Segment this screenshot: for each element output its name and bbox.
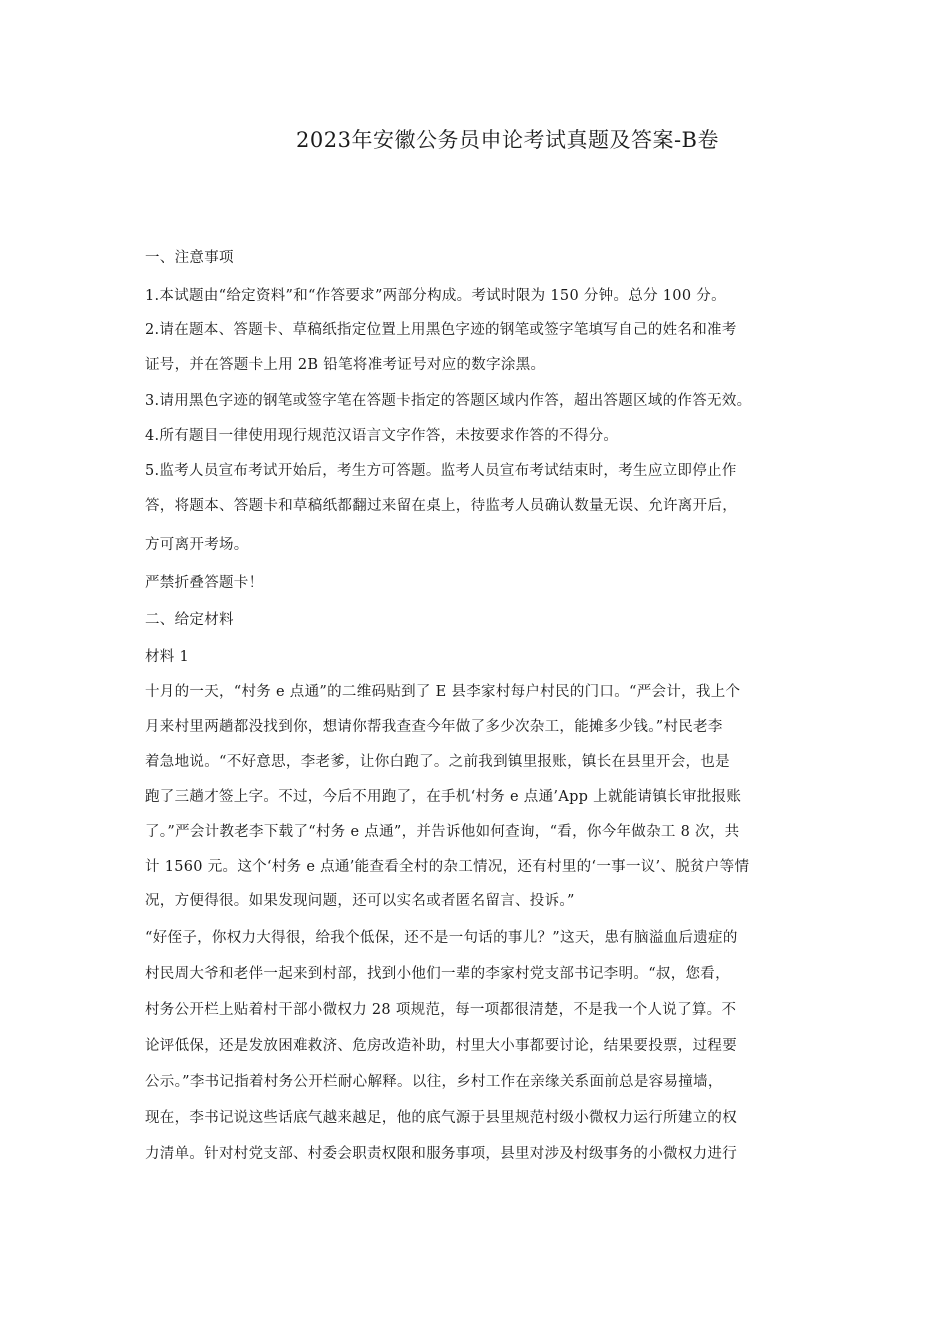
text-line: 了。”严会计教老李下载了“村务 e 点通”，并告诉他如何查询，“看，你今年做杂工 8 次，共 (145, 824, 740, 840)
material-label: 材料 1 (145, 649, 190, 665)
text-line: 村务公开栏上贴着村干部小微权力 28 项规范，每一项都很清楚，不是我一个人说了算。不 (145, 1002, 737, 1018)
text-line: 况，方便得很。如果发现问题，还可以实名或者匿名留言、投诉。” (145, 893, 575, 909)
text-line: 方可离开考场。 (145, 537, 249, 553)
text-line: 2.请在题本、答题卡、草稿纸指定位置上用黑色字迹的钢笔或签字笔填写自己的姓名和准考 (145, 322, 737, 338)
text-line: 答，将题本、答题卡和草稿纸都翻过来留在桌上，待监考人员确认数量无误、允许离开后， (145, 498, 737, 514)
text-line: 严禁折叠答题卡！ (145, 575, 264, 591)
text-line: 公示。”李书记指着村务公开栏耐心解释。以往，乡村工作在亲缘关系面前总是容易撞墙， (145, 1074, 723, 1090)
section-heading-notes: 一、注意事项 (145, 250, 234, 266)
text-line: 现在，李书记说这些话底气越来越足，他的底气源于县里规范村级小微权力运行所建立的权 (145, 1110, 737, 1126)
text-line: 着急地说。“不好意思，李老爹，让你白跑了。之前我到镇里报账，镇长在县里开会，也是 (145, 754, 730, 770)
text-line: 跑了三趟才签上字。不过，今后不用跑了，在手机‘村务 e 点通’App 上就能请镇长审批报账 (145, 789, 742, 805)
text-line: 力清单。针对村党支部、村委会职责权限和服务事项，县里对涉及村级事务的小微权力进行 (145, 1146, 737, 1162)
text-line: 村民周大爷和老伴一起来到村部，找到小他们一辈的李家村党支部书记李明。“叔，您看， (145, 966, 730, 982)
text-line: 4.所有题目一律使用现行规范汉语言文字作答，未按要求作答的不得分。 (145, 428, 619, 444)
text-line: 计 1560 元。这个‘村务 e 点通’能查看全村的杂工情况，还有村里的‘一事一议’、脱贫户等情 (145, 859, 750, 875)
document-title: 2023年安徽公务员申论考试真题及答案-B卷 (296, 128, 719, 152)
text-line: 论评低保，还是发放困难救济、危房改造补助，村里大小事都要讨论，结果要投票，过程要 (145, 1038, 737, 1054)
text-line: 5.监考人员宣布考试开始后，考生方可答题。监考人员宣布考试结束时，考生应立即停止作 (145, 463, 737, 479)
section-heading-materials: 二、给定材料 (145, 612, 234, 628)
text-line: 3.请用黑色字迹的钢笔或签字笔在答题卡指定的答题区域内作答，超出答题区域的作答无效。 (145, 393, 752, 409)
text-line: 1.本试题由“给定资料”和“作答要求”两部分构成。考试时限为 150 分钟。总分 100 分。 (145, 288, 726, 304)
text-line: “好侄子，你权力大得很，给我个低保，还不是一句话的事儿？”这天，患有脑溢血后遗症的 (145, 930, 738, 946)
text-line: 月来村里两趟都没找到你，想请你帮我查查今年做了多少次杂工，能摊多少钱。”村民老李 (145, 719, 723, 735)
text-line: 十月的一天，“村务 e 点通”的二维码贴到了 E 县李家村每户村民的门口。“严会计，我上个 (145, 684, 741, 700)
text-line: 证号，并在答题卡上用 2B 铅笔将准考证号对应的数字涂黑。 (145, 357, 546, 373)
